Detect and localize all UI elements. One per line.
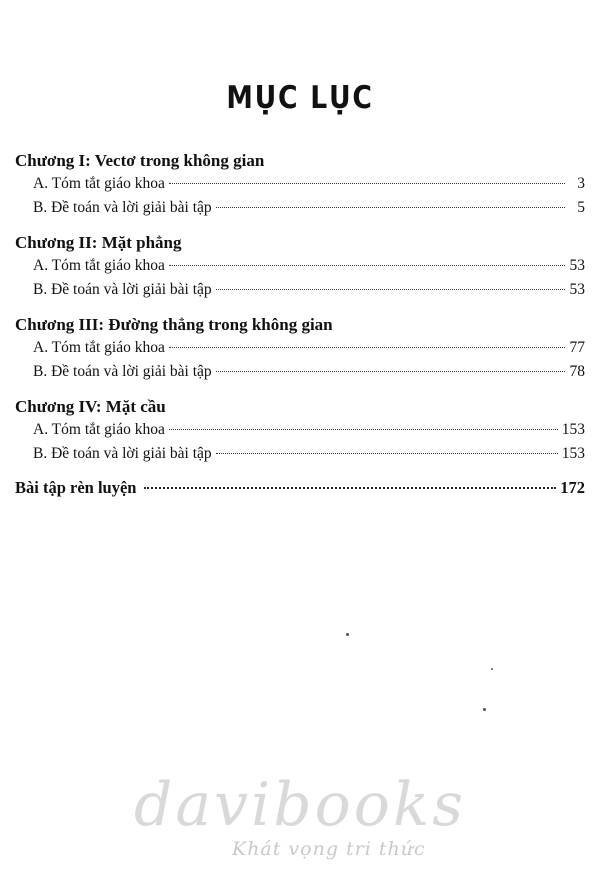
dot-leader bbox=[216, 192, 565, 208]
toc-entry bbox=[15, 278, 585, 302]
page-number: 153 bbox=[561, 421, 585, 438]
page-number: 77 bbox=[569, 339, 585, 356]
dot-leader bbox=[216, 274, 565, 290]
chapter-3 bbox=[15, 314, 585, 384]
chapter-heading: Chương II: Mặt phẳng bbox=[15, 233, 182, 252]
page-number: 53 bbox=[569, 257, 585, 274]
entry-label: A. Tóm tắt giáo khoa bbox=[33, 339, 165, 356]
toc-entry bbox=[15, 360, 585, 384]
entry-label: Bài tập rèn luyện bbox=[15, 478, 137, 497]
chapter-heading: Chương IV: Mặt cầu bbox=[15, 397, 166, 416]
entry-label: A. Tóm tắt giáo khoa bbox=[33, 175, 165, 192]
page-number: 172 bbox=[560, 478, 585, 497]
entry-label: A. Tóm tắt giáo khoa bbox=[33, 257, 165, 274]
entry-label: A. Tóm tắt giáo khoa bbox=[33, 421, 165, 438]
page-number: 3 bbox=[577, 175, 585, 192]
chapter-2 bbox=[15, 232, 585, 302]
page-number: 78 bbox=[569, 363, 585, 380]
watermark-slogan: Khát vọng tri thức bbox=[232, 838, 426, 860]
print-speck bbox=[346, 633, 349, 636]
dot-leader bbox=[216, 438, 558, 454]
chapter-4 bbox=[15, 396, 585, 466]
entry-label: B. Đề toán và lời giải bài tập bbox=[33, 199, 212, 216]
page-number: 53 bbox=[569, 281, 585, 298]
print-speck bbox=[483, 708, 486, 711]
exercises-entry bbox=[15, 476, 585, 500]
dot-leader bbox=[144, 473, 556, 489]
print-speck bbox=[491, 668, 493, 670]
chapter-heading: Chương III: Đường thẳng trong không gian bbox=[15, 315, 333, 334]
watermark-logo: davibooks bbox=[133, 770, 467, 840]
entry-label: B. Đề toán và lời giải bài tập bbox=[33, 363, 212, 380]
dot-leader bbox=[169, 414, 558, 430]
chapter-heading: Chương I: Vectơ trong không gian bbox=[15, 151, 265, 170]
page-number: 5 bbox=[577, 199, 585, 216]
dot-leader bbox=[169, 332, 565, 348]
dot-leader bbox=[169, 168, 565, 184]
table-of-contents bbox=[15, 150, 585, 500]
dot-leader bbox=[216, 356, 565, 372]
entry-label: B. Đề toán và lời giải bài tập bbox=[33, 445, 212, 462]
chapter-1 bbox=[15, 150, 585, 220]
toc-entry bbox=[15, 442, 585, 466]
page-title: MỤC LỤC bbox=[226, 80, 374, 116]
toc-entry bbox=[15, 196, 585, 220]
dot-leader bbox=[169, 250, 565, 266]
entry-label: B. Đề toán và lời giải bài tập bbox=[33, 281, 212, 298]
page-number: 153 bbox=[561, 445, 585, 462]
